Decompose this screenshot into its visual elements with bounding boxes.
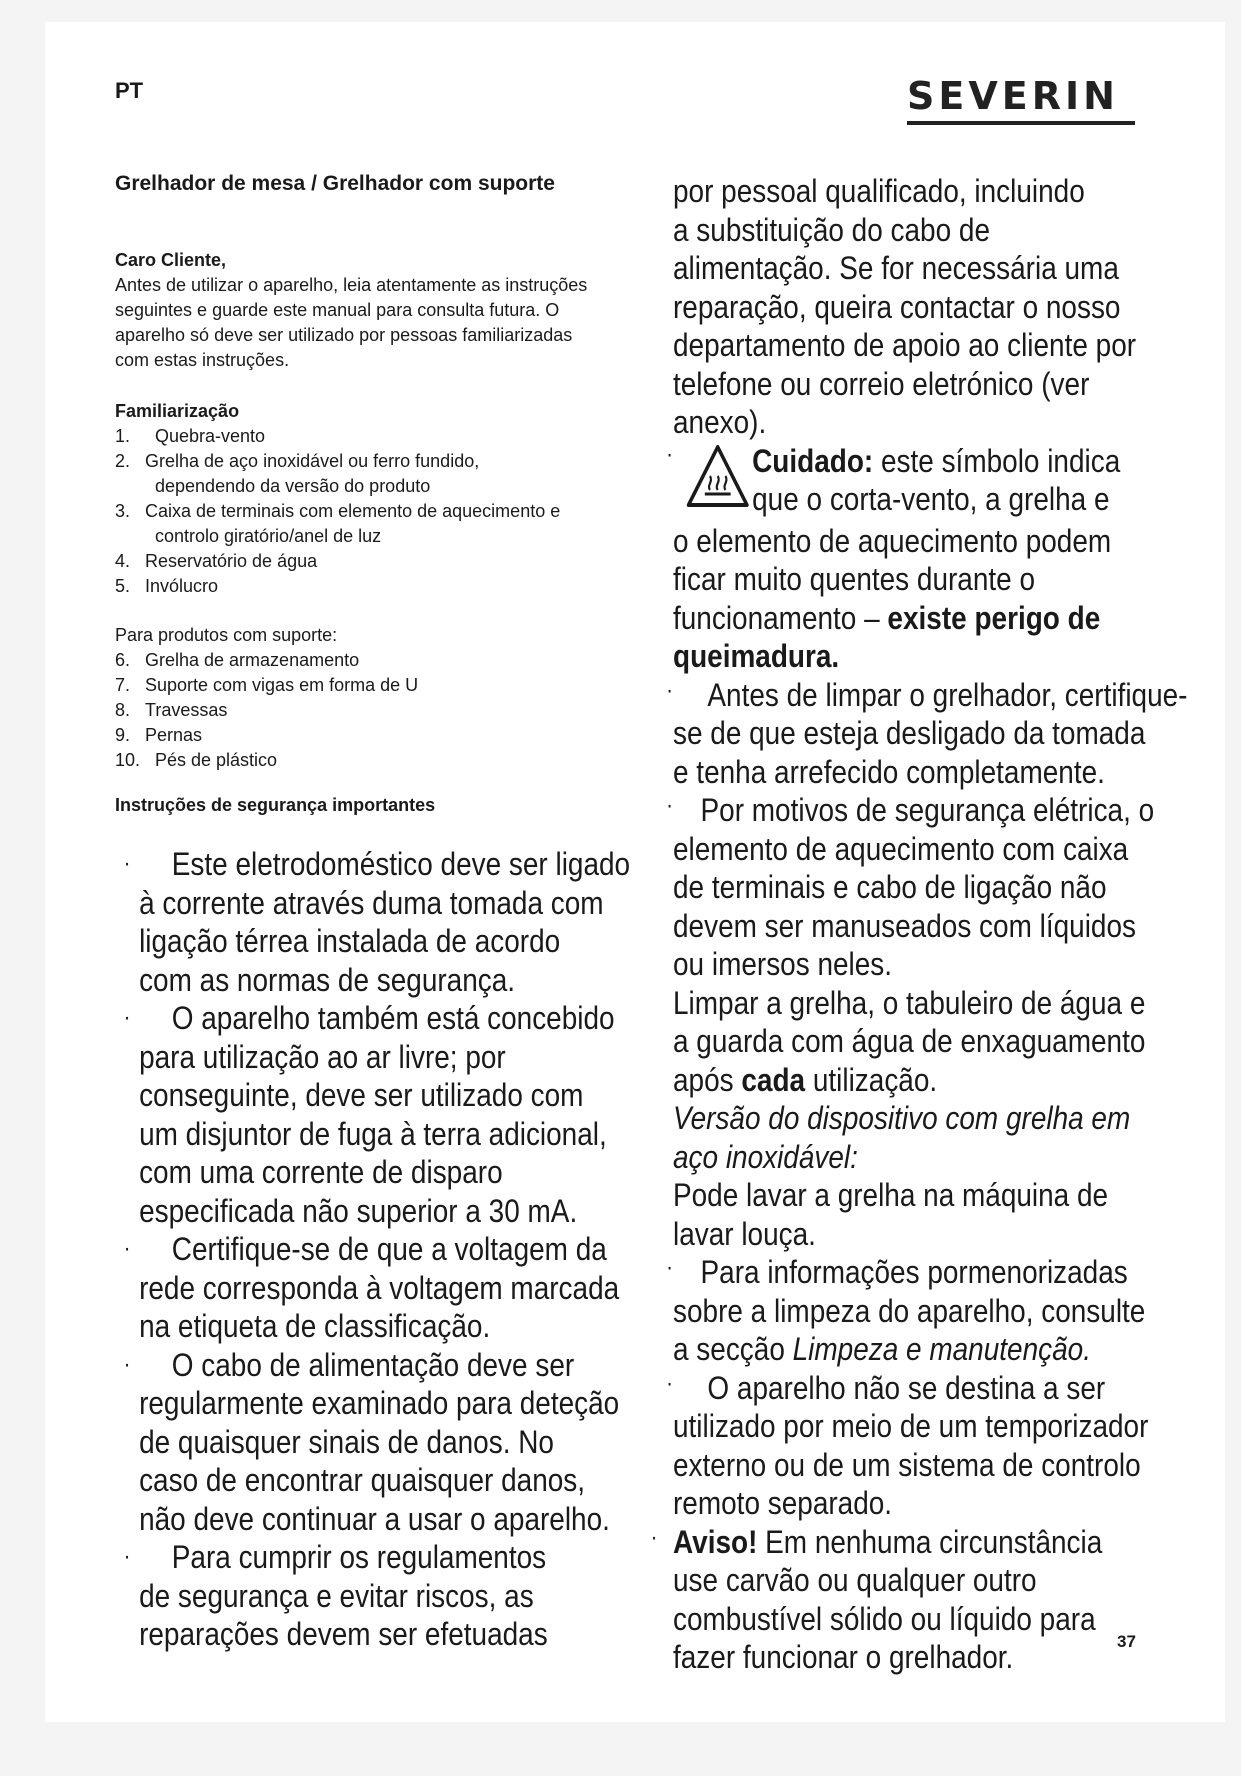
- bullet-icon: ·: [666, 440, 673, 468]
- page-number: 37: [1117, 1632, 1136, 1651]
- brand-logo-text: SEVERIN: [907, 74, 1119, 118]
- brand-logo-underline: [907, 121, 1135, 125]
- stand-parts-list: [115, 648, 655, 773]
- dishwasher-note: Pode lavar a grelha na máquina de lavar louça.: [673, 1177, 1109, 1252]
- bullet-icon: ·: [650, 1523, 658, 1551]
- familiarization-heading: Familiarização: [115, 401, 240, 421]
- bullet-icon: ·: [123, 1004, 131, 1031]
- caution-label: Cuidado:: [752, 442, 874, 479]
- list-item: 5. Invólucro: [115, 576, 219, 596]
- list-item: 7. Suporte com vigas em forma de U: [115, 675, 419, 695]
- list-item: 6. Grelha de armazenamento: [115, 650, 360, 670]
- intro-line: com estas instruções.: [115, 350, 290, 370]
- list-item: 9. Pernas: [115, 725, 203, 745]
- safety-item: · O cabo de alimentação deve ser regularmente examinado para deteção de quaisquer sinais de danos. No caso de encontrar quaisquer danos, não deve continuar a usar o aparelho.: [123, 1346, 620, 1537]
- brand-logo: [907, 74, 1197, 125]
- safety-heading: Instruções de segurança importantes: [115, 795, 436, 815]
- caution-item: · Cuidado: este símbolo indica que o corta-vento, a grelha e o elemento de aquecimento podem ficar muito quentes durante o funcionamento – existe perigo de queimadura.: [673, 442, 1189, 676]
- bullet-icon: ·: [666, 792, 673, 819]
- warning-item: · Aviso! Em nenhuma circunstância use carvão ou qualquer outro combustível sólido ou líquido para fazer funcionar o grelhador.: [673, 1523, 1189, 1677]
- info-item: · Para informações pormenorizadas sobre a limpeza do aparelho, consulte a secção Limpeza e manutenção.: [673, 1253, 1189, 1369]
- safety-item: · Certifique-se de que a voltagem da rede corresponda à voltagem marcada na etiqueta de classificação.: [123, 1231, 620, 1344]
- list-item: 2. Grelha de aço inoxidável ou ferro fundido,: [115, 451, 480, 471]
- manual-page: [45, 22, 1225, 1722]
- bullet-icon: ·: [123, 1543, 131, 1570]
- left-column: [115, 172, 655, 820]
- bullet-icon: ·: [123, 1235, 131, 1262]
- bullet-icon: ·: [123, 1350, 131, 1378]
- list-item: 4. Reservatório de água: [115, 551, 318, 571]
- bullet-icon: ·: [666, 1369, 673, 1397]
- right-column: [650, 172, 1225, 1677]
- list-item: 10. Pés de plástico: [115, 750, 278, 770]
- list-item: 8. Travessas: [115, 700, 228, 720]
- safety-item: · O aparelho também está concebido para utilização ao ar livre; por conseguinte, deve ser utilizado com um disjuntor de fuga à terra adicional, com uma corrente de disparo especificada não superior a 30 mA.: [123, 1000, 615, 1229]
- bullet-icon: ·: [666, 676, 673, 704]
- safety-item: · Para cumprir os regulamentos de segurança e evitar riscos, as reparações devem ser efetuadas: [123, 1539, 548, 1652]
- warning-label: Aviso!: [673, 1523, 758, 1560]
- list-item: dependendo da versão do produto: [155, 476, 431, 496]
- bullet-icon: ·: [123, 850, 131, 877]
- safety-instructions: [115, 845, 735, 1654]
- intro-line: aparelho só deve ser utilizado por pessoas familiarizadas: [115, 325, 573, 345]
- greeting: Caro Cliente,: [115, 250, 227, 270]
- page-title: Grelhador de mesa / Grelhador com suporte: [115, 172, 555, 195]
- intro-line: seguintes e guarde este manual para consulta futura. O: [115, 300, 560, 320]
- list-item: controlo giratório/anel de luz: [155, 526, 382, 546]
- intro-line: Antes de utilizar o aparelho, leia atentamente as instruções: [115, 275, 588, 295]
- list-item: 1. Quebra-vento: [115, 426, 266, 446]
- stand-products-label: Para produtos com suporte:: [115, 625, 338, 645]
- stainless-version-note: Versão do dispositivo com grelha em aço inoxidável:: [673, 1100, 1131, 1175]
- intro-paragraph: [115, 273, 655, 373]
- hot-surface-warning-icon: [686, 444, 750, 508]
- timer-item: · O aparelho não se destina a ser utilizado por meio de um temporizador externo ou de um sistema de controlo remoto separado.: [673, 1369, 1189, 1523]
- safety-item: · Este eletrodoméstico deve ser ligado à corrente através duma tomada com ligação térrea instalada de acordo com as normas de segurança.: [123, 846, 631, 998]
- language-code: PT: [115, 78, 144, 103]
- cleaning-item: · Antes de limpar o grelhador, certifique- se de que esteja desligado da tomada e tenha arrefecido completamente.: [673, 676, 1189, 792]
- list-item: 3. Caixa de terminais com elemento de aquecimento e: [115, 501, 561, 521]
- electrical-safety-item: · Por motivos de segurança elétrica, o elemento de aquecimento com caixa de terminais e cabo de ligação não devem ser manuseados com líquidos ou imersos neles.: [673, 791, 1189, 984]
- clean-grill-paragraph: Limpar a grelha, o tabuleiro de água e a guarda com água de enxaguamento após cada utilização.: [673, 984, 1146, 1098]
- bullet-icon: ·: [666, 1254, 673, 1281]
- continuation-paragraph: por pessoal qualificado, incluindo a substituição do cabo de alimentação. Se for necessária uma reparação, queira contactar o nosso departamento de apoio ao cliente por telefone ou correio eletrónico (ver anexo).: [673, 173, 1137, 440]
- parts-list: [115, 424, 655, 599]
